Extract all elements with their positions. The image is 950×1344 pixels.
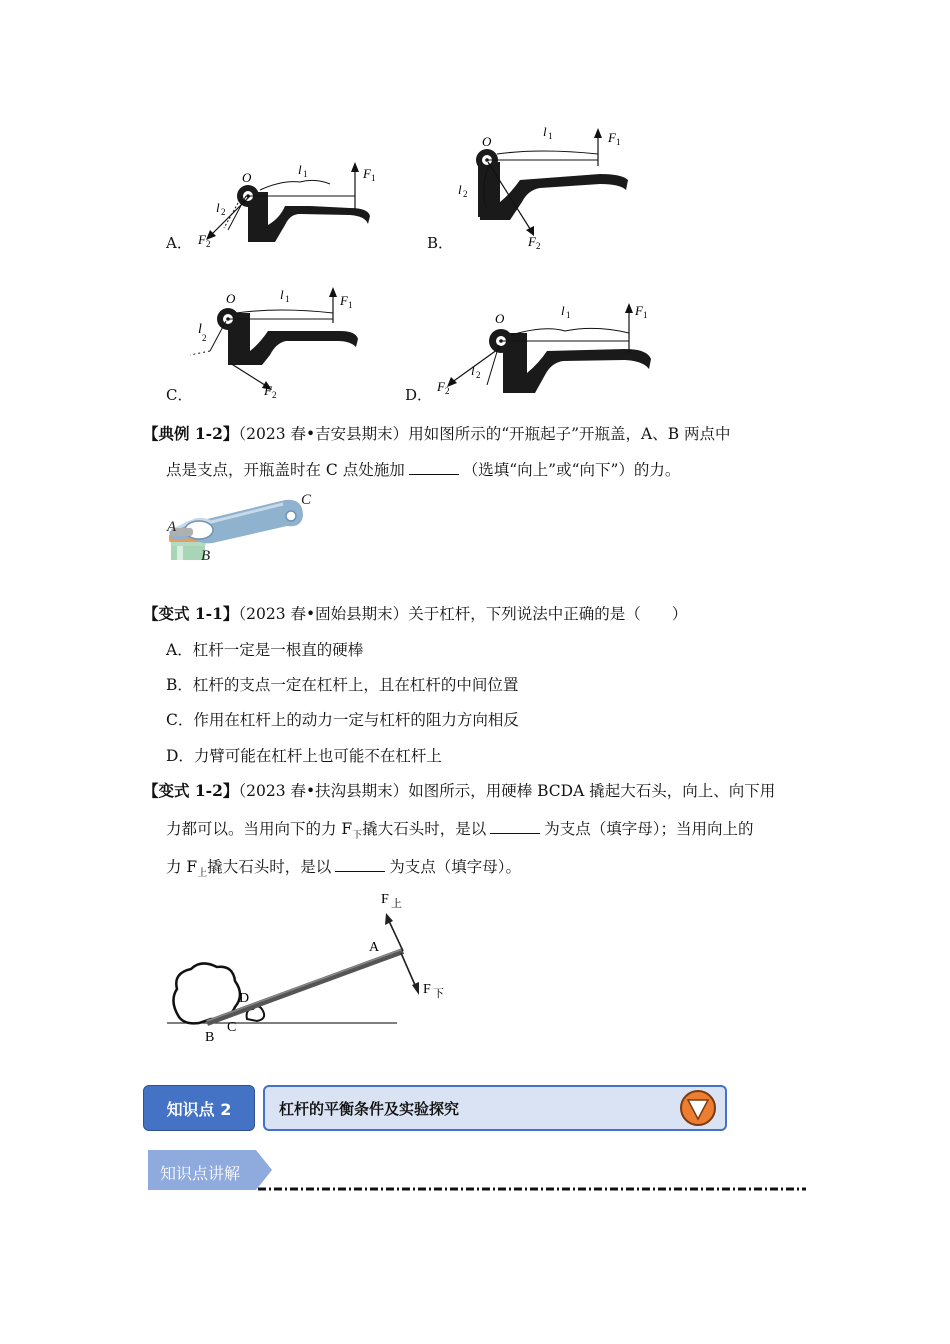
fig-c-l1-sub: 1 xyxy=(285,294,290,304)
fig-b-l1-sub: 1 xyxy=(548,131,553,141)
fig-lever-b: B xyxy=(205,1030,215,1045)
fig-d-o: O xyxy=(495,311,505,326)
option-c-label: C． xyxy=(166,386,193,404)
fig-c-f1: F xyxy=(340,293,348,308)
knowledge-explain-label: 知识点讲解 xyxy=(160,1164,241,1183)
variant-1-2-line3 xyxy=(166,857,521,884)
variant-1-2-text-3a: 力 F xyxy=(166,858,198,876)
fig-c-l2: l xyxy=(198,322,202,337)
fig-d-f2-sub: 2 xyxy=(445,386,450,396)
figure-option-a xyxy=(190,150,390,250)
fig-a-l1: l xyxy=(298,162,302,177)
fig-d-l1-sub: 1 xyxy=(566,310,571,320)
example-text-2a: 点是支点，开瓶盖时在 C 点处施加 xyxy=(166,461,405,479)
knowledge-point-title-box[interactable] xyxy=(263,1085,727,1131)
fig-d-f1-sub: 1 xyxy=(643,310,648,320)
variant-1-2-text-2c: 为支点（填字母）；当用向上的 xyxy=(544,820,754,838)
fig-opener-c: C xyxy=(301,492,312,508)
fig-b-l1: l xyxy=(543,124,547,139)
fig-opener-a: A xyxy=(167,519,177,535)
figure-option-b xyxy=(450,122,640,250)
variant-1-2-text-3c: 为支点（填字母）。 xyxy=(389,858,521,876)
fig-lever-d: D xyxy=(239,991,250,1006)
answer-blank[interactable] xyxy=(409,460,459,475)
option-b-label: B． xyxy=(427,234,454,252)
fig-lever-c: C xyxy=(227,1020,237,1035)
fig-d-l2-sub: 2 xyxy=(476,370,481,380)
collapse-toggle-icon[interactable] xyxy=(679,1089,717,1127)
example-tag: 【典例 1-2】 xyxy=(143,424,239,443)
fig-b-o: O xyxy=(482,134,492,149)
fig-b-f2: F xyxy=(528,234,536,249)
fig-a-f1: F xyxy=(363,166,371,181)
fig-a-l1-sub: 1 xyxy=(303,169,308,179)
knowledge-point-title: 杠杆的平衡条件及实验探究 xyxy=(279,1100,460,1118)
variant-1-2-line1 xyxy=(143,781,775,801)
fig-a-f1-sub: 1 xyxy=(371,173,376,183)
fig-d-l2: l xyxy=(471,363,475,378)
fig-a-l2: l xyxy=(216,200,220,215)
figure-option-d xyxy=(435,295,660,400)
fig-c-f2: F xyxy=(264,383,272,398)
fig-d-f2: F xyxy=(437,379,445,394)
bottle-opener-figure xyxy=(163,488,323,560)
example-text-1: 用如图所示的“开瓶起子”开瓶盖，A、B 两点中 xyxy=(408,425,731,443)
fig-b-f2-sub: 2 xyxy=(536,241,541,250)
fig-a-f2: F xyxy=(198,232,206,247)
fig-d-f1: F xyxy=(635,303,643,318)
choice-d[interactable]: D．力臂可能在杠杆上也可能不在杠杆上 xyxy=(166,747,442,765)
fig-c-l1: l xyxy=(280,287,284,302)
fig-lever-f-up-sub: 上 xyxy=(391,898,402,910)
fig-d-l1: l xyxy=(561,303,565,318)
sub-up: 上 xyxy=(197,868,208,880)
variant-1-2-text-2b: 撬大石头时，是以 xyxy=(362,820,487,838)
lever-rock-figure xyxy=(165,885,455,1045)
fig-b-f1-sub: 1 xyxy=(616,137,621,147)
variant-1-1-question: 关于杠杆，下列说法中正确的是（ ） xyxy=(408,605,688,623)
fig-a-o: O xyxy=(242,170,252,185)
figure-option-c xyxy=(190,285,370,400)
choice-c[interactable]: C．作用在杠杆上的动力一定与杠杆的阻力方向相反 xyxy=(166,711,519,729)
fig-lever-f-up: F xyxy=(381,892,389,907)
variant-1-2-text-1: 如图所示，用硬棒 BCDA 撬起大石头，向上、向下用 xyxy=(408,782,776,800)
choice-a[interactable]: A．杠杆一定是一根直的硬棒 xyxy=(166,641,364,659)
fig-a-l2-sub: 2 xyxy=(221,207,226,217)
option-a-label: A． xyxy=(166,234,192,252)
variant-1-2-line2 xyxy=(166,819,753,846)
dash-divider xyxy=(258,1186,806,1192)
fig-lever-a: A xyxy=(369,940,380,955)
example-text-2b: （选填“向上”或“向下”）的力。 xyxy=(462,461,681,479)
fig-lever-f-down-sub: 下 xyxy=(433,988,444,1000)
variant-1-1-source: （2023 春•固始县期末） xyxy=(238,605,409,623)
example-1-2-line1 xyxy=(143,424,731,444)
variant-1-2-source: （2023 春•扶沟县期末） xyxy=(238,782,409,800)
sub-down: 下 xyxy=(352,830,363,842)
answer-blank-1[interactable] xyxy=(490,819,540,834)
fig-c-f2-sub: 2 xyxy=(272,390,277,400)
variant-1-1-stem xyxy=(143,604,687,624)
fig-opener-b: B xyxy=(201,548,211,560)
variant-1-2-text-3b: 撬大石头时，是以 xyxy=(207,858,332,876)
knowledge-point-badge: 知识点 2 xyxy=(143,1085,255,1131)
fig-c-o: O xyxy=(226,291,236,306)
variant-1-1-tag: 【变式 1-1】 xyxy=(143,604,239,623)
example-1-2-line2 xyxy=(166,460,680,480)
fig-c-l2-sub: 2 xyxy=(202,333,207,343)
fig-c-f1-sub: 1 xyxy=(348,300,353,310)
variant-1-2-text-2a: 力都可以。当用向下的力 F xyxy=(166,820,353,838)
fig-lever-f-down: F xyxy=(423,982,431,997)
fig-b-f1: F xyxy=(608,130,616,145)
fig-b-l2: l xyxy=(458,182,462,197)
option-d-label: D． xyxy=(405,386,433,404)
choice-b[interactable]: B．杠杆的支点一定在杠杆上，且在杠杆的中间位置 xyxy=(166,676,519,694)
variant-1-2-tag: 【变式 1-2】 xyxy=(143,781,239,800)
example-source: （2023 春•吉安县期末） xyxy=(238,425,409,443)
answer-blank-2[interactable] xyxy=(335,857,385,872)
fig-b-l2-sub: 2 xyxy=(463,189,468,199)
fig-a-f2-sub: 2 xyxy=(206,239,211,249)
